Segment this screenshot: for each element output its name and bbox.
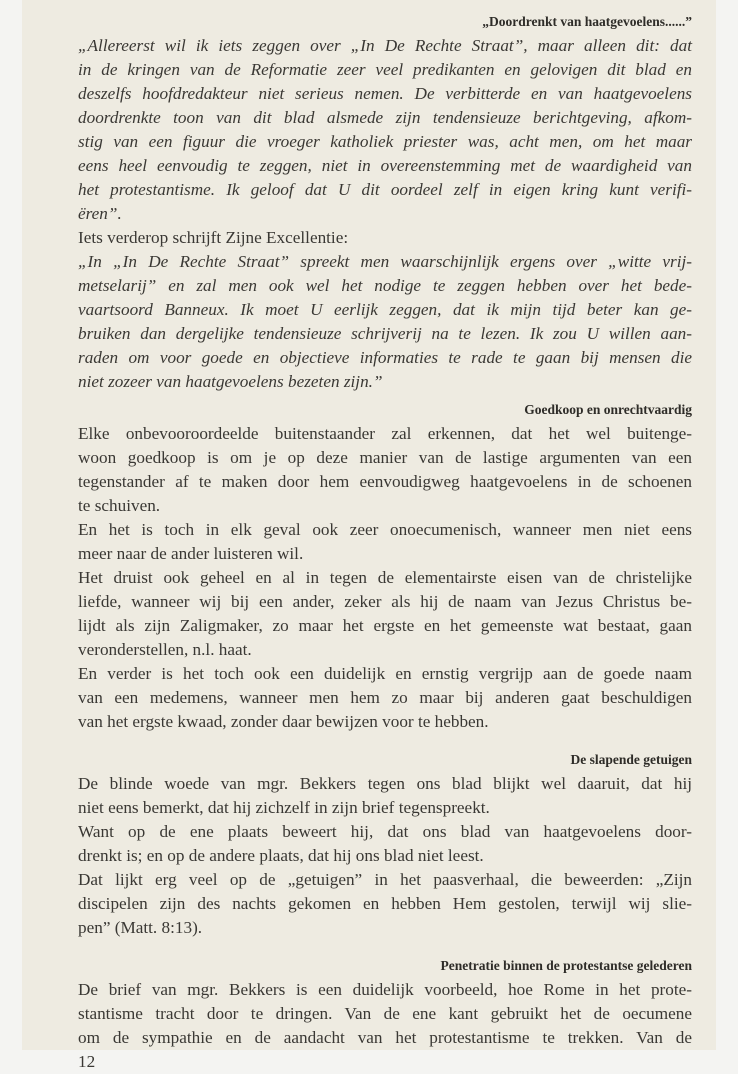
text-line: „Allereerst wil ik iets zeggen over „In De Rechte Straat”, maar alleen dit: dat — [78, 36, 692, 55]
page-number: 12 — [78, 1052, 96, 1071]
text-line: deszelfs hoofdredakteur niet serieus nemen. De verbitterde en van haatgevoelens — [78, 84, 692, 103]
text-line: Elke onbevooroordeelde buitenstaander zal erkennen, dat het wel buitenge- — [78, 424, 692, 443]
paragraph — [78, 868, 692, 940]
text-line: veronderstellen, n.l. haat. — [78, 640, 252, 659]
text-line: in de kringen van de Reformatie zeer veel predikanten en gelovigen dit blad en — [78, 60, 692, 79]
text-line: „In „In De Rechte Straat” spreekt men waarschijnlijk ergens over „witte vrij- — [78, 252, 692, 271]
text-line: En verder is het toch ook een duidelijk en ernstig vergrijp aan de goede naam — [78, 664, 692, 683]
paragraph — [78, 518, 692, 566]
text-line: liefde, wanneer wij bij een ander, zeker als hij de naam van Jezus Christus be- — [78, 592, 692, 611]
text-line: metselarij” en zal men ook wel het nodige te zeggen hebben over het bede- — [78, 276, 692, 295]
text-line: eens heel eenvoudig te zeggen, niet in overeenstemming met de waardigheid van — [78, 156, 692, 175]
section-heading: Goedkoop en onrechtvaardig — [524, 402, 692, 417]
paragraph — [78, 226, 692, 250]
quote-paragraph — [78, 250, 692, 394]
text-line: niet zozeer van haatgevoelens bezeten zijn.” — [78, 372, 383, 391]
text-line: te schuiven. — [78, 496, 161, 515]
text-line: raden om voor goede en objectieve informaties te rade te gaan bij mensen die — [78, 348, 692, 367]
paragraph — [78, 772, 692, 820]
text-line: om de sympathie en de aandacht van het protestantisme te trekken. Van de — [78, 1028, 692, 1047]
text-line: De brief van mgr. Bekkers is een duidelijk voorbeeld, hoe Rome in het prote- — [78, 980, 692, 999]
text-line: meer naar de ander luisteren wil. — [78, 544, 304, 563]
text-line: discipelen zijn des nachts gekomen en hebben Hem gestolen, terwijl wij slie- — [78, 894, 692, 913]
text-line: van het ergste kwaad, zonder daar bewijzen voor te hebben. — [78, 712, 489, 731]
text-line: Iets verderop schrijft Zijne Excellentie: — [78, 228, 349, 247]
text-line: vaartsoord Banneux. Ik moet U eerlijk zeggen, dat ik mijn tijd beter kan ge- — [78, 300, 692, 319]
text-line: van een medemens, wanneer men hem zo maar bij anderen gaat beschuldigen — [78, 688, 692, 707]
text-line: Dat lijkt erg veel op de „getuigen” in het paasverhaal, die beweerden: „Zijn — [78, 870, 692, 889]
text-line: pen” (Matt. 8:13). — [78, 918, 203, 937]
text-line: doordrenkte toon van dit blad alsmede zijn tendensieuze berichtgeving, afkom- — [78, 108, 692, 127]
section-heading: De slapende getuigen — [570, 752, 692, 767]
text-line: Het druist ook geheel en al in tegen de elementairste eisen van de christelijke — [78, 568, 692, 587]
text-line: het protestantisme. Ik geloof dat U dit oordeel zelf in eigen kring kunt verifi- — [78, 180, 692, 199]
page-text — [78, 10, 692, 1074]
quote-paragraph — [78, 34, 692, 226]
paragraph — [78, 978, 692, 1050]
document-page — [22, 0, 716, 1071]
text-line: woon goedkoop is om je op deze manier van de lastige argumenten van een — [78, 448, 692, 467]
paragraph — [78, 662, 692, 734]
text-line: lijdt als zijn Zaligmaker, zo maar het ergste en het gemeenste wat bestaat, gaan — [78, 616, 692, 635]
text-line: stantisme tracht door te dringen. Van de ene kant gebruikt het de oecumene — [78, 1004, 692, 1023]
text-line: En het is toch in elk geval ook zeer onoecumenisch, wanneer men niet eens — [78, 520, 692, 539]
text-line: ëren”. — [78, 204, 122, 223]
text-line: Want op de ene plaats beweert hij, dat ons blad van haatgevoelens door- — [78, 822, 692, 841]
text-line: tegenstander af te maken door hem eenvoudigweg haatgevoelens in de schoenen — [78, 472, 692, 491]
paragraph — [78, 566, 692, 662]
text-line: drenkt is; en op de andere plaats, dat hij ons blad niet leest. — [78, 846, 484, 865]
section-heading: Penetratie binnen de protestantse gelederen — [440, 958, 692, 973]
paragraph — [78, 422, 692, 518]
text-line: bruiken dan dergelijke tendensieuze schrijverij na te lezen. Ik zou U willen aan- — [78, 324, 692, 343]
paragraph — [78, 820, 692, 868]
text-line: stig van een figuur die vroeger katholiek priester was, acht men, om het maar — [78, 132, 692, 151]
running-head: „Doordrenkt van haatgevoelens......” — [482, 14, 692, 29]
text-line: De blinde woede van mgr. Bekkers tegen ons blad blijkt wel daaruit, dat hij — [78, 774, 692, 793]
text-line: niet eens bemerkt, dat hij zichzelf in zijn brief tegenspreekt. — [78, 798, 490, 817]
